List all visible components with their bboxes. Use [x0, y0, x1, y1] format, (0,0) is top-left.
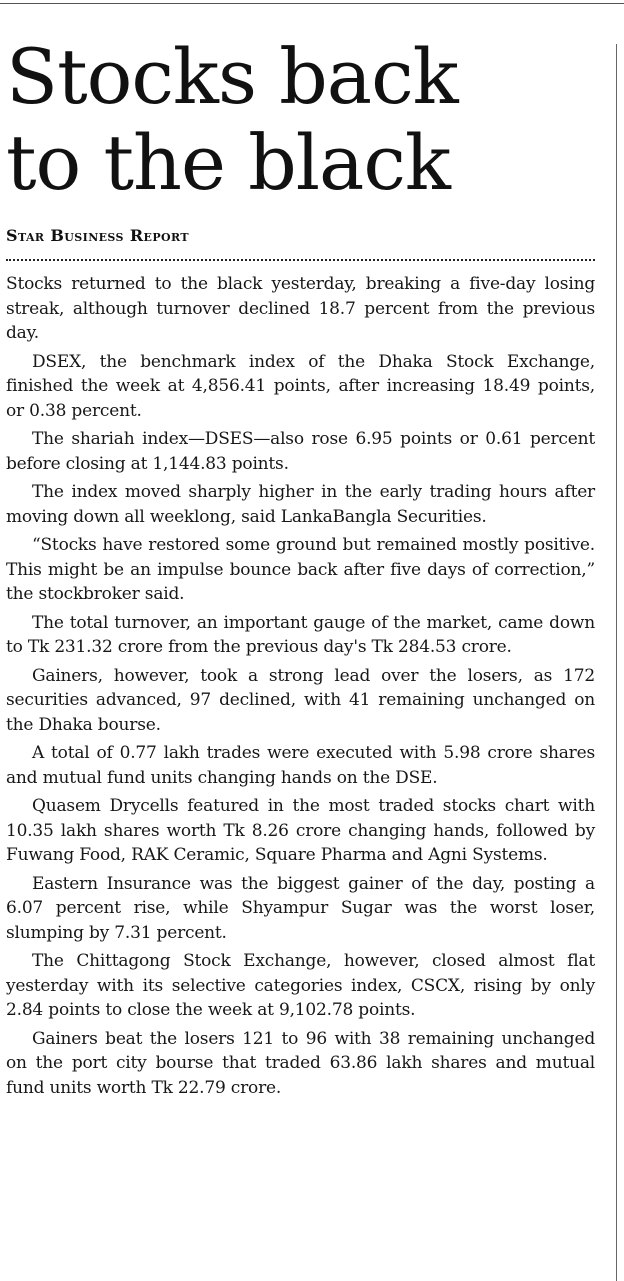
paragraph-9: Quasem Drycells featured in the most traded stocks chart with 10.35 lakh shares worth Tk 8.26 crore changing hands, followed by Fuwang Food, RAK Ceramic, Square Pharma and Agni Systems.	[6, 796, 595, 865]
paragraph-2: DSEX, the benchmark index of the Dhaka Stock Exchange, finished the week at 4,856.41 points, after increasing 18.49 points, or 0.38 percent.	[6, 351, 595, 421]
column-divider-rule	[616, 44, 617, 1281]
paragraph-8: A total of 0.77 lakh trades were executed with 5.98 crore shares and mutual fund units changing hands on the DSE.	[6, 743, 595, 788]
paragraph-1: Stocks returned to the black yesterday, breaking a five-day losing streak, although turnover declined 18.7 percent from the previous day.	[6, 274, 595, 343]
paragraph-12: Gainers beat the losers 121 to 96 with 38 remaining unchanged on the port city bourse that traded 63.86 lakh shares and mutual fund units worth Tk 22.79 crore.	[6, 1028, 595, 1098]
headline-line-2: to the black	[6, 118, 450, 207]
paragraph-5: “Stocks have restored some ground but remained mostly positive. This might be an impulse bounce back after five days of correction,” the stockbroker said.	[6, 535, 595, 604]
paragraph-7: Gainers, however, took a strong lead over the losers, as 172 securities advanced, 97 declined, with 41 remaining unchanged on the Dhaka bourse.	[6, 665, 595, 735]
paragraph-4: The index moved sharply higher in the early trading hours after moving down all weeklong, said LankaBangla Securities.	[6, 482, 595, 527]
top-border-rule	[0, 3, 624, 4]
paragraph-3: The shariah index—DSES—also rose 6.95 points or 0.61 percent before closing at 1,144.83 points.	[6, 429, 595, 474]
paragraph-11: The Chittagong Stock Exchange, however, closed almost flat yesterday with its selective categories index, CSCX, rising by only 2.84 points to close the week at 9,102.78 points.	[6, 951, 595, 1020]
headline	[6, 34, 595, 206]
headline-line-1: Stocks back	[6, 32, 458, 121]
paragraph-6: The total turnover, an important gauge of the market, came down to Tk 231.32 crore from the previous day's Tk 284.53 crore.	[6, 612, 595, 657]
dotted-separator	[6, 259, 595, 261]
article-body	[6, 272, 595, 1100]
news-article	[6, 34, 595, 1100]
paragraph-10: Eastern Insurance was the biggest gainer of the day, posting a 6.07 percent rise, while Shyampur Sugar was the worst loser, slumping by 7.31 percent.	[6, 873, 595, 943]
byline: Star Business Report	[6, 226, 189, 245]
